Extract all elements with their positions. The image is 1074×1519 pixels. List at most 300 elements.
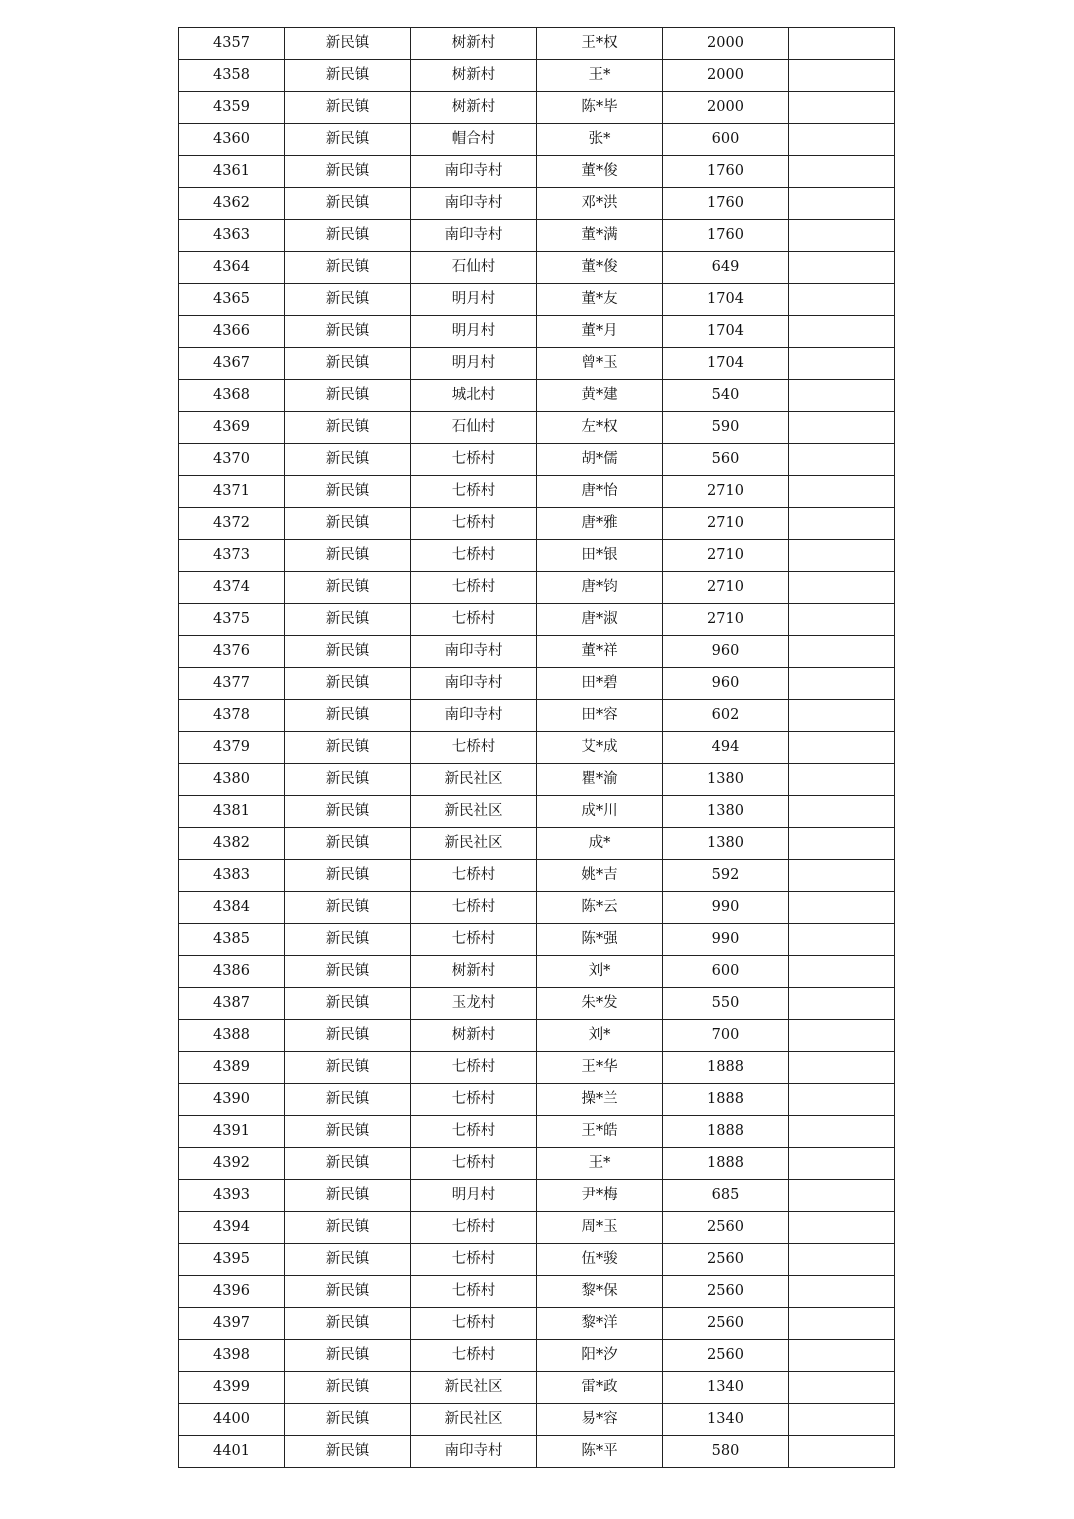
table-row bbox=[179, 1084, 895, 1116]
name-cell: 田*碧 bbox=[537, 668, 663, 700]
name-cell: 左*权 bbox=[537, 412, 663, 444]
village-cell: 树新村 bbox=[411, 1020, 537, 1052]
table-row bbox=[179, 28, 895, 60]
name-cell: 王*华 bbox=[537, 1052, 663, 1084]
note-cell bbox=[789, 380, 895, 412]
village-cell: 七桥村 bbox=[411, 860, 537, 892]
name-cell: 曾*玉 bbox=[537, 348, 663, 380]
row-number-cell: 4388 bbox=[179, 1020, 285, 1052]
row-number-cell: 4383 bbox=[179, 860, 285, 892]
village-cell: 新民社区 bbox=[411, 1404, 537, 1436]
town-cell: 新民镇 bbox=[285, 1340, 411, 1372]
amount-cell: 2710 bbox=[663, 476, 789, 508]
table-row bbox=[179, 188, 895, 220]
subsidy-table bbox=[178, 27, 895, 1468]
table-row bbox=[179, 60, 895, 92]
town-cell: 新民镇 bbox=[285, 220, 411, 252]
town-cell: 新民镇 bbox=[285, 252, 411, 284]
amount-cell: 2560 bbox=[663, 1308, 789, 1340]
row-number-cell: 4390 bbox=[179, 1084, 285, 1116]
amount-cell: 1704 bbox=[663, 348, 789, 380]
name-cell: 刘* bbox=[537, 956, 663, 988]
table-row bbox=[179, 604, 895, 636]
row-number-cell: 4381 bbox=[179, 796, 285, 828]
town-cell: 新民镇 bbox=[285, 348, 411, 380]
town-cell: 新民镇 bbox=[285, 924, 411, 956]
note-cell bbox=[789, 892, 895, 924]
town-cell: 新民镇 bbox=[285, 188, 411, 220]
village-cell: 新民社区 bbox=[411, 828, 537, 860]
row-number-cell: 4365 bbox=[179, 284, 285, 316]
table-row bbox=[179, 1308, 895, 1340]
name-cell: 成*川 bbox=[537, 796, 663, 828]
amount-cell: 2710 bbox=[663, 572, 789, 604]
note-cell bbox=[789, 764, 895, 796]
town-cell: 新民镇 bbox=[285, 1084, 411, 1116]
town-cell: 新民镇 bbox=[285, 764, 411, 796]
town-cell: 新民镇 bbox=[285, 636, 411, 668]
note-cell bbox=[789, 1148, 895, 1180]
town-cell: 新民镇 bbox=[285, 28, 411, 60]
village-cell: 南印寺村 bbox=[411, 668, 537, 700]
amount-cell: 2560 bbox=[663, 1212, 789, 1244]
name-cell: 田*银 bbox=[537, 540, 663, 572]
table-row bbox=[179, 1116, 895, 1148]
name-cell: 陈*毕 bbox=[537, 92, 663, 124]
amount-cell: 2000 bbox=[663, 60, 789, 92]
row-number-cell: 4362 bbox=[179, 188, 285, 220]
table-row bbox=[179, 284, 895, 316]
row-number-cell: 4366 bbox=[179, 316, 285, 348]
note-cell bbox=[789, 348, 895, 380]
amount-cell: 1760 bbox=[663, 156, 789, 188]
row-number-cell: 4359 bbox=[179, 92, 285, 124]
row-number-cell: 4394 bbox=[179, 1212, 285, 1244]
amount-cell: 1380 bbox=[663, 764, 789, 796]
note-cell bbox=[789, 1084, 895, 1116]
town-cell: 新民镇 bbox=[285, 796, 411, 828]
note-cell bbox=[789, 1244, 895, 1276]
village-cell: 七桥村 bbox=[411, 1276, 537, 1308]
town-cell: 新民镇 bbox=[285, 604, 411, 636]
village-cell: 南印寺村 bbox=[411, 700, 537, 732]
table-row bbox=[179, 1148, 895, 1180]
amount-cell: 2560 bbox=[663, 1340, 789, 1372]
name-cell: 田*容 bbox=[537, 700, 663, 732]
name-cell: 董*俊 bbox=[537, 156, 663, 188]
row-number-cell: 4391 bbox=[179, 1116, 285, 1148]
row-number-cell: 4368 bbox=[179, 380, 285, 412]
amount-cell: 2560 bbox=[663, 1244, 789, 1276]
amount-cell: 1380 bbox=[663, 796, 789, 828]
row-number-cell: 4372 bbox=[179, 508, 285, 540]
note-cell bbox=[789, 252, 895, 284]
amount-cell: 1704 bbox=[663, 316, 789, 348]
note-cell bbox=[789, 508, 895, 540]
row-number-cell: 4371 bbox=[179, 476, 285, 508]
town-cell: 新民镇 bbox=[285, 956, 411, 988]
note-cell bbox=[789, 1212, 895, 1244]
amount-cell: 1888 bbox=[663, 1084, 789, 1116]
town-cell: 新民镇 bbox=[285, 1308, 411, 1340]
name-cell: 陈*平 bbox=[537, 1436, 663, 1468]
town-cell: 新民镇 bbox=[285, 1404, 411, 1436]
amount-cell: 960 bbox=[663, 668, 789, 700]
name-cell: 董*满 bbox=[537, 220, 663, 252]
row-number-cell: 4376 bbox=[179, 636, 285, 668]
town-cell: 新民镇 bbox=[285, 572, 411, 604]
town-cell: 新民镇 bbox=[285, 1148, 411, 1180]
name-cell: 王* bbox=[537, 60, 663, 92]
town-cell: 新民镇 bbox=[285, 1212, 411, 1244]
table-row bbox=[179, 764, 895, 796]
note-cell bbox=[789, 1276, 895, 1308]
note-cell bbox=[789, 604, 895, 636]
name-cell: 陈*强 bbox=[537, 924, 663, 956]
village-cell: 明月村 bbox=[411, 348, 537, 380]
name-cell: 陈*云 bbox=[537, 892, 663, 924]
town-cell: 新民镇 bbox=[285, 1436, 411, 1468]
note-cell bbox=[789, 156, 895, 188]
village-cell: 七桥村 bbox=[411, 444, 537, 476]
name-cell: 伍*骏 bbox=[537, 1244, 663, 1276]
village-cell: 石仙村 bbox=[411, 252, 537, 284]
town-cell: 新民镇 bbox=[285, 60, 411, 92]
name-cell: 黎*洋 bbox=[537, 1308, 663, 1340]
name-cell: 瞿*渝 bbox=[537, 764, 663, 796]
note-cell bbox=[789, 1116, 895, 1148]
document-page bbox=[178, 27, 894, 1468]
table-row bbox=[179, 124, 895, 156]
amount-cell: 592 bbox=[663, 860, 789, 892]
table-row bbox=[179, 156, 895, 188]
table-row bbox=[179, 1244, 895, 1276]
row-number-cell: 4361 bbox=[179, 156, 285, 188]
note-cell bbox=[789, 60, 895, 92]
amount-cell: 2000 bbox=[663, 92, 789, 124]
amount-cell: 1704 bbox=[663, 284, 789, 316]
amount-cell: 494 bbox=[663, 732, 789, 764]
town-cell: 新民镇 bbox=[285, 412, 411, 444]
name-cell: 阳*汐 bbox=[537, 1340, 663, 1372]
amount-cell: 990 bbox=[663, 892, 789, 924]
name-cell: 董*月 bbox=[537, 316, 663, 348]
note-cell bbox=[789, 316, 895, 348]
village-cell: 七桥村 bbox=[411, 892, 537, 924]
name-cell: 王*皓 bbox=[537, 1116, 663, 1148]
row-number-cell: 4367 bbox=[179, 348, 285, 380]
village-cell: 七桥村 bbox=[411, 476, 537, 508]
table-row bbox=[179, 828, 895, 860]
table-row bbox=[179, 1404, 895, 1436]
note-cell bbox=[789, 1372, 895, 1404]
town-cell: 新民镇 bbox=[285, 988, 411, 1020]
town-cell: 新民镇 bbox=[285, 92, 411, 124]
village-cell: 树新村 bbox=[411, 956, 537, 988]
note-cell bbox=[789, 828, 895, 860]
amount-cell: 649 bbox=[663, 252, 789, 284]
village-cell: 树新村 bbox=[411, 60, 537, 92]
town-cell: 新民镇 bbox=[285, 444, 411, 476]
row-number-cell: 4399 bbox=[179, 1372, 285, 1404]
town-cell: 新民镇 bbox=[285, 700, 411, 732]
village-cell: 七桥村 bbox=[411, 1052, 537, 1084]
name-cell: 黎*保 bbox=[537, 1276, 663, 1308]
amount-cell: 2710 bbox=[663, 604, 789, 636]
row-number-cell: 4364 bbox=[179, 252, 285, 284]
note-cell bbox=[789, 476, 895, 508]
row-number-cell: 4363 bbox=[179, 220, 285, 252]
row-number-cell: 4369 bbox=[179, 412, 285, 444]
note-cell bbox=[789, 636, 895, 668]
note-cell bbox=[789, 700, 895, 732]
table-row bbox=[179, 956, 895, 988]
name-cell: 黄*建 bbox=[537, 380, 663, 412]
town-cell: 新民镇 bbox=[285, 1052, 411, 1084]
name-cell: 唐*钧 bbox=[537, 572, 663, 604]
village-cell: 城北村 bbox=[411, 380, 537, 412]
amount-cell: 1888 bbox=[663, 1052, 789, 1084]
village-cell: 七桥村 bbox=[411, 1244, 537, 1276]
table-row bbox=[179, 444, 895, 476]
table-row bbox=[179, 1436, 895, 1468]
row-number-cell: 4387 bbox=[179, 988, 285, 1020]
row-number-cell: 4384 bbox=[179, 892, 285, 924]
table-row bbox=[179, 700, 895, 732]
table-row bbox=[179, 412, 895, 444]
amount-cell: 590 bbox=[663, 412, 789, 444]
note-cell bbox=[789, 572, 895, 604]
name-cell: 艾*成 bbox=[537, 732, 663, 764]
name-cell: 操*兰 bbox=[537, 1084, 663, 1116]
note-cell bbox=[789, 924, 895, 956]
table-row bbox=[179, 508, 895, 540]
note-cell bbox=[789, 1436, 895, 1468]
village-cell: 石仙村 bbox=[411, 412, 537, 444]
name-cell: 唐*雅 bbox=[537, 508, 663, 540]
village-cell: 七桥村 bbox=[411, 1212, 537, 1244]
note-cell bbox=[789, 1404, 895, 1436]
name-cell: 刘* bbox=[537, 1020, 663, 1052]
village-cell: 明月村 bbox=[411, 284, 537, 316]
amount-cell: 560 bbox=[663, 444, 789, 476]
amount-cell: 2710 bbox=[663, 508, 789, 540]
village-cell: 七桥村 bbox=[411, 924, 537, 956]
row-number-cell: 4396 bbox=[179, 1276, 285, 1308]
table-row bbox=[179, 1276, 895, 1308]
name-cell: 胡*儒 bbox=[537, 444, 663, 476]
village-cell: 新民社区 bbox=[411, 796, 537, 828]
amount-cell: 1760 bbox=[663, 220, 789, 252]
note-cell bbox=[789, 860, 895, 892]
row-number-cell: 4379 bbox=[179, 732, 285, 764]
row-number-cell: 4395 bbox=[179, 1244, 285, 1276]
row-number-cell: 4360 bbox=[179, 124, 285, 156]
row-number-cell: 4373 bbox=[179, 540, 285, 572]
town-cell: 新民镇 bbox=[285, 1020, 411, 1052]
table-row bbox=[179, 476, 895, 508]
row-number-cell: 4398 bbox=[179, 1340, 285, 1372]
village-cell: 七桥村 bbox=[411, 1116, 537, 1148]
village-cell: 树新村 bbox=[411, 92, 537, 124]
table-row bbox=[179, 348, 895, 380]
table-row bbox=[179, 892, 895, 924]
row-number-cell: 4382 bbox=[179, 828, 285, 860]
table-row bbox=[179, 732, 895, 764]
note-cell bbox=[789, 444, 895, 476]
name-cell: 董*祥 bbox=[537, 636, 663, 668]
amount-cell: 600 bbox=[663, 124, 789, 156]
village-cell: 新民社区 bbox=[411, 1372, 537, 1404]
amount-cell: 1760 bbox=[663, 188, 789, 220]
row-number-cell: 4358 bbox=[179, 60, 285, 92]
town-cell: 新民镇 bbox=[285, 1372, 411, 1404]
town-cell: 新民镇 bbox=[285, 540, 411, 572]
row-number-cell: 4377 bbox=[179, 668, 285, 700]
village-cell: 南印寺村 bbox=[411, 188, 537, 220]
note-cell bbox=[789, 1308, 895, 1340]
name-cell: 易*容 bbox=[537, 1404, 663, 1436]
name-cell: 王* bbox=[537, 1148, 663, 1180]
village-cell: 七桥村 bbox=[411, 732, 537, 764]
note-cell bbox=[789, 220, 895, 252]
amount-cell: 1380 bbox=[663, 828, 789, 860]
village-cell: 南印寺村 bbox=[411, 636, 537, 668]
town-cell: 新民镇 bbox=[285, 508, 411, 540]
village-cell: 七桥村 bbox=[411, 540, 537, 572]
village-cell: 明月村 bbox=[411, 1180, 537, 1212]
village-cell: 七桥村 bbox=[411, 1084, 537, 1116]
village-cell: 南印寺村 bbox=[411, 220, 537, 252]
village-cell: 七桥村 bbox=[411, 572, 537, 604]
row-number-cell: 4393 bbox=[179, 1180, 285, 1212]
amount-cell: 1888 bbox=[663, 1148, 789, 1180]
amount-cell: 1340 bbox=[663, 1404, 789, 1436]
row-number-cell: 4397 bbox=[179, 1308, 285, 1340]
town-cell: 新民镇 bbox=[285, 892, 411, 924]
note-cell bbox=[789, 1340, 895, 1372]
table-row bbox=[179, 668, 895, 700]
name-cell: 董*俊 bbox=[537, 252, 663, 284]
village-cell: 玉龙村 bbox=[411, 988, 537, 1020]
amount-cell: 600 bbox=[663, 956, 789, 988]
table-row bbox=[179, 636, 895, 668]
row-number-cell: 4400 bbox=[179, 1404, 285, 1436]
row-number-cell: 4374 bbox=[179, 572, 285, 604]
name-cell: 董*友 bbox=[537, 284, 663, 316]
note-cell bbox=[789, 796, 895, 828]
note-cell bbox=[789, 1020, 895, 1052]
note-cell bbox=[789, 540, 895, 572]
table-row bbox=[179, 92, 895, 124]
village-cell: 七桥村 bbox=[411, 508, 537, 540]
row-number-cell: 4370 bbox=[179, 444, 285, 476]
village-cell: 七桥村 bbox=[411, 1340, 537, 1372]
name-cell: 唐*怡 bbox=[537, 476, 663, 508]
town-cell: 新民镇 bbox=[285, 1276, 411, 1308]
note-cell bbox=[789, 188, 895, 220]
village-cell: 明月村 bbox=[411, 316, 537, 348]
table-row bbox=[179, 1052, 895, 1084]
table-row bbox=[179, 1180, 895, 1212]
amount-cell: 990 bbox=[663, 924, 789, 956]
row-number-cell: 4386 bbox=[179, 956, 285, 988]
name-cell: 尹*梅 bbox=[537, 1180, 663, 1212]
row-number-cell: 4401 bbox=[179, 1436, 285, 1468]
table-row bbox=[179, 796, 895, 828]
town-cell: 新民镇 bbox=[285, 828, 411, 860]
town-cell: 新民镇 bbox=[285, 860, 411, 892]
village-cell: 新民社区 bbox=[411, 764, 537, 796]
table-row bbox=[179, 252, 895, 284]
note-cell bbox=[789, 732, 895, 764]
town-cell: 新民镇 bbox=[285, 476, 411, 508]
table-row bbox=[179, 572, 895, 604]
village-cell: 七桥村 bbox=[411, 1308, 537, 1340]
name-cell: 雷*政 bbox=[537, 1372, 663, 1404]
amount-cell: 2710 bbox=[663, 540, 789, 572]
town-cell: 新民镇 bbox=[285, 1180, 411, 1212]
town-cell: 新民镇 bbox=[285, 668, 411, 700]
town-cell: 新民镇 bbox=[285, 1116, 411, 1148]
village-cell: 七桥村 bbox=[411, 1148, 537, 1180]
amount-cell: 2000 bbox=[663, 28, 789, 60]
amount-cell: 700 bbox=[663, 1020, 789, 1052]
row-number-cell: 4385 bbox=[179, 924, 285, 956]
row-number-cell: 4389 bbox=[179, 1052, 285, 1084]
village-cell: 七桥村 bbox=[411, 604, 537, 636]
table-row bbox=[179, 860, 895, 892]
amount-cell: 602 bbox=[663, 700, 789, 732]
amount-cell: 550 bbox=[663, 988, 789, 1020]
note-cell bbox=[789, 956, 895, 988]
town-cell: 新民镇 bbox=[285, 1244, 411, 1276]
row-number-cell: 4378 bbox=[179, 700, 285, 732]
row-number-cell: 4380 bbox=[179, 764, 285, 796]
note-cell bbox=[789, 412, 895, 444]
town-cell: 新民镇 bbox=[285, 316, 411, 348]
table-row bbox=[179, 220, 895, 252]
amount-cell: 1888 bbox=[663, 1116, 789, 1148]
name-cell: 周*玉 bbox=[537, 1212, 663, 1244]
table-row bbox=[179, 1340, 895, 1372]
row-number-cell: 4375 bbox=[179, 604, 285, 636]
note-cell bbox=[789, 668, 895, 700]
table-row bbox=[179, 380, 895, 412]
town-cell: 新民镇 bbox=[285, 380, 411, 412]
note-cell bbox=[789, 1052, 895, 1084]
table-row bbox=[179, 316, 895, 348]
name-cell: 唐*淑 bbox=[537, 604, 663, 636]
amount-cell: 580 bbox=[663, 1436, 789, 1468]
note-cell bbox=[789, 124, 895, 156]
amount-cell: 2560 bbox=[663, 1276, 789, 1308]
name-cell: 邓*洪 bbox=[537, 188, 663, 220]
amount-cell: 540 bbox=[663, 380, 789, 412]
row-number-cell: 4392 bbox=[179, 1148, 285, 1180]
name-cell: 张* bbox=[537, 124, 663, 156]
village-cell: 南印寺村 bbox=[411, 1436, 537, 1468]
note-cell bbox=[789, 1180, 895, 1212]
town-cell: 新民镇 bbox=[285, 732, 411, 764]
town-cell: 新民镇 bbox=[285, 156, 411, 188]
town-cell: 新民镇 bbox=[285, 284, 411, 316]
table-row bbox=[179, 1212, 895, 1244]
note-cell bbox=[789, 284, 895, 316]
name-cell: 王*权 bbox=[537, 28, 663, 60]
row-number-cell: 4357 bbox=[179, 28, 285, 60]
village-cell: 南印寺村 bbox=[411, 156, 537, 188]
